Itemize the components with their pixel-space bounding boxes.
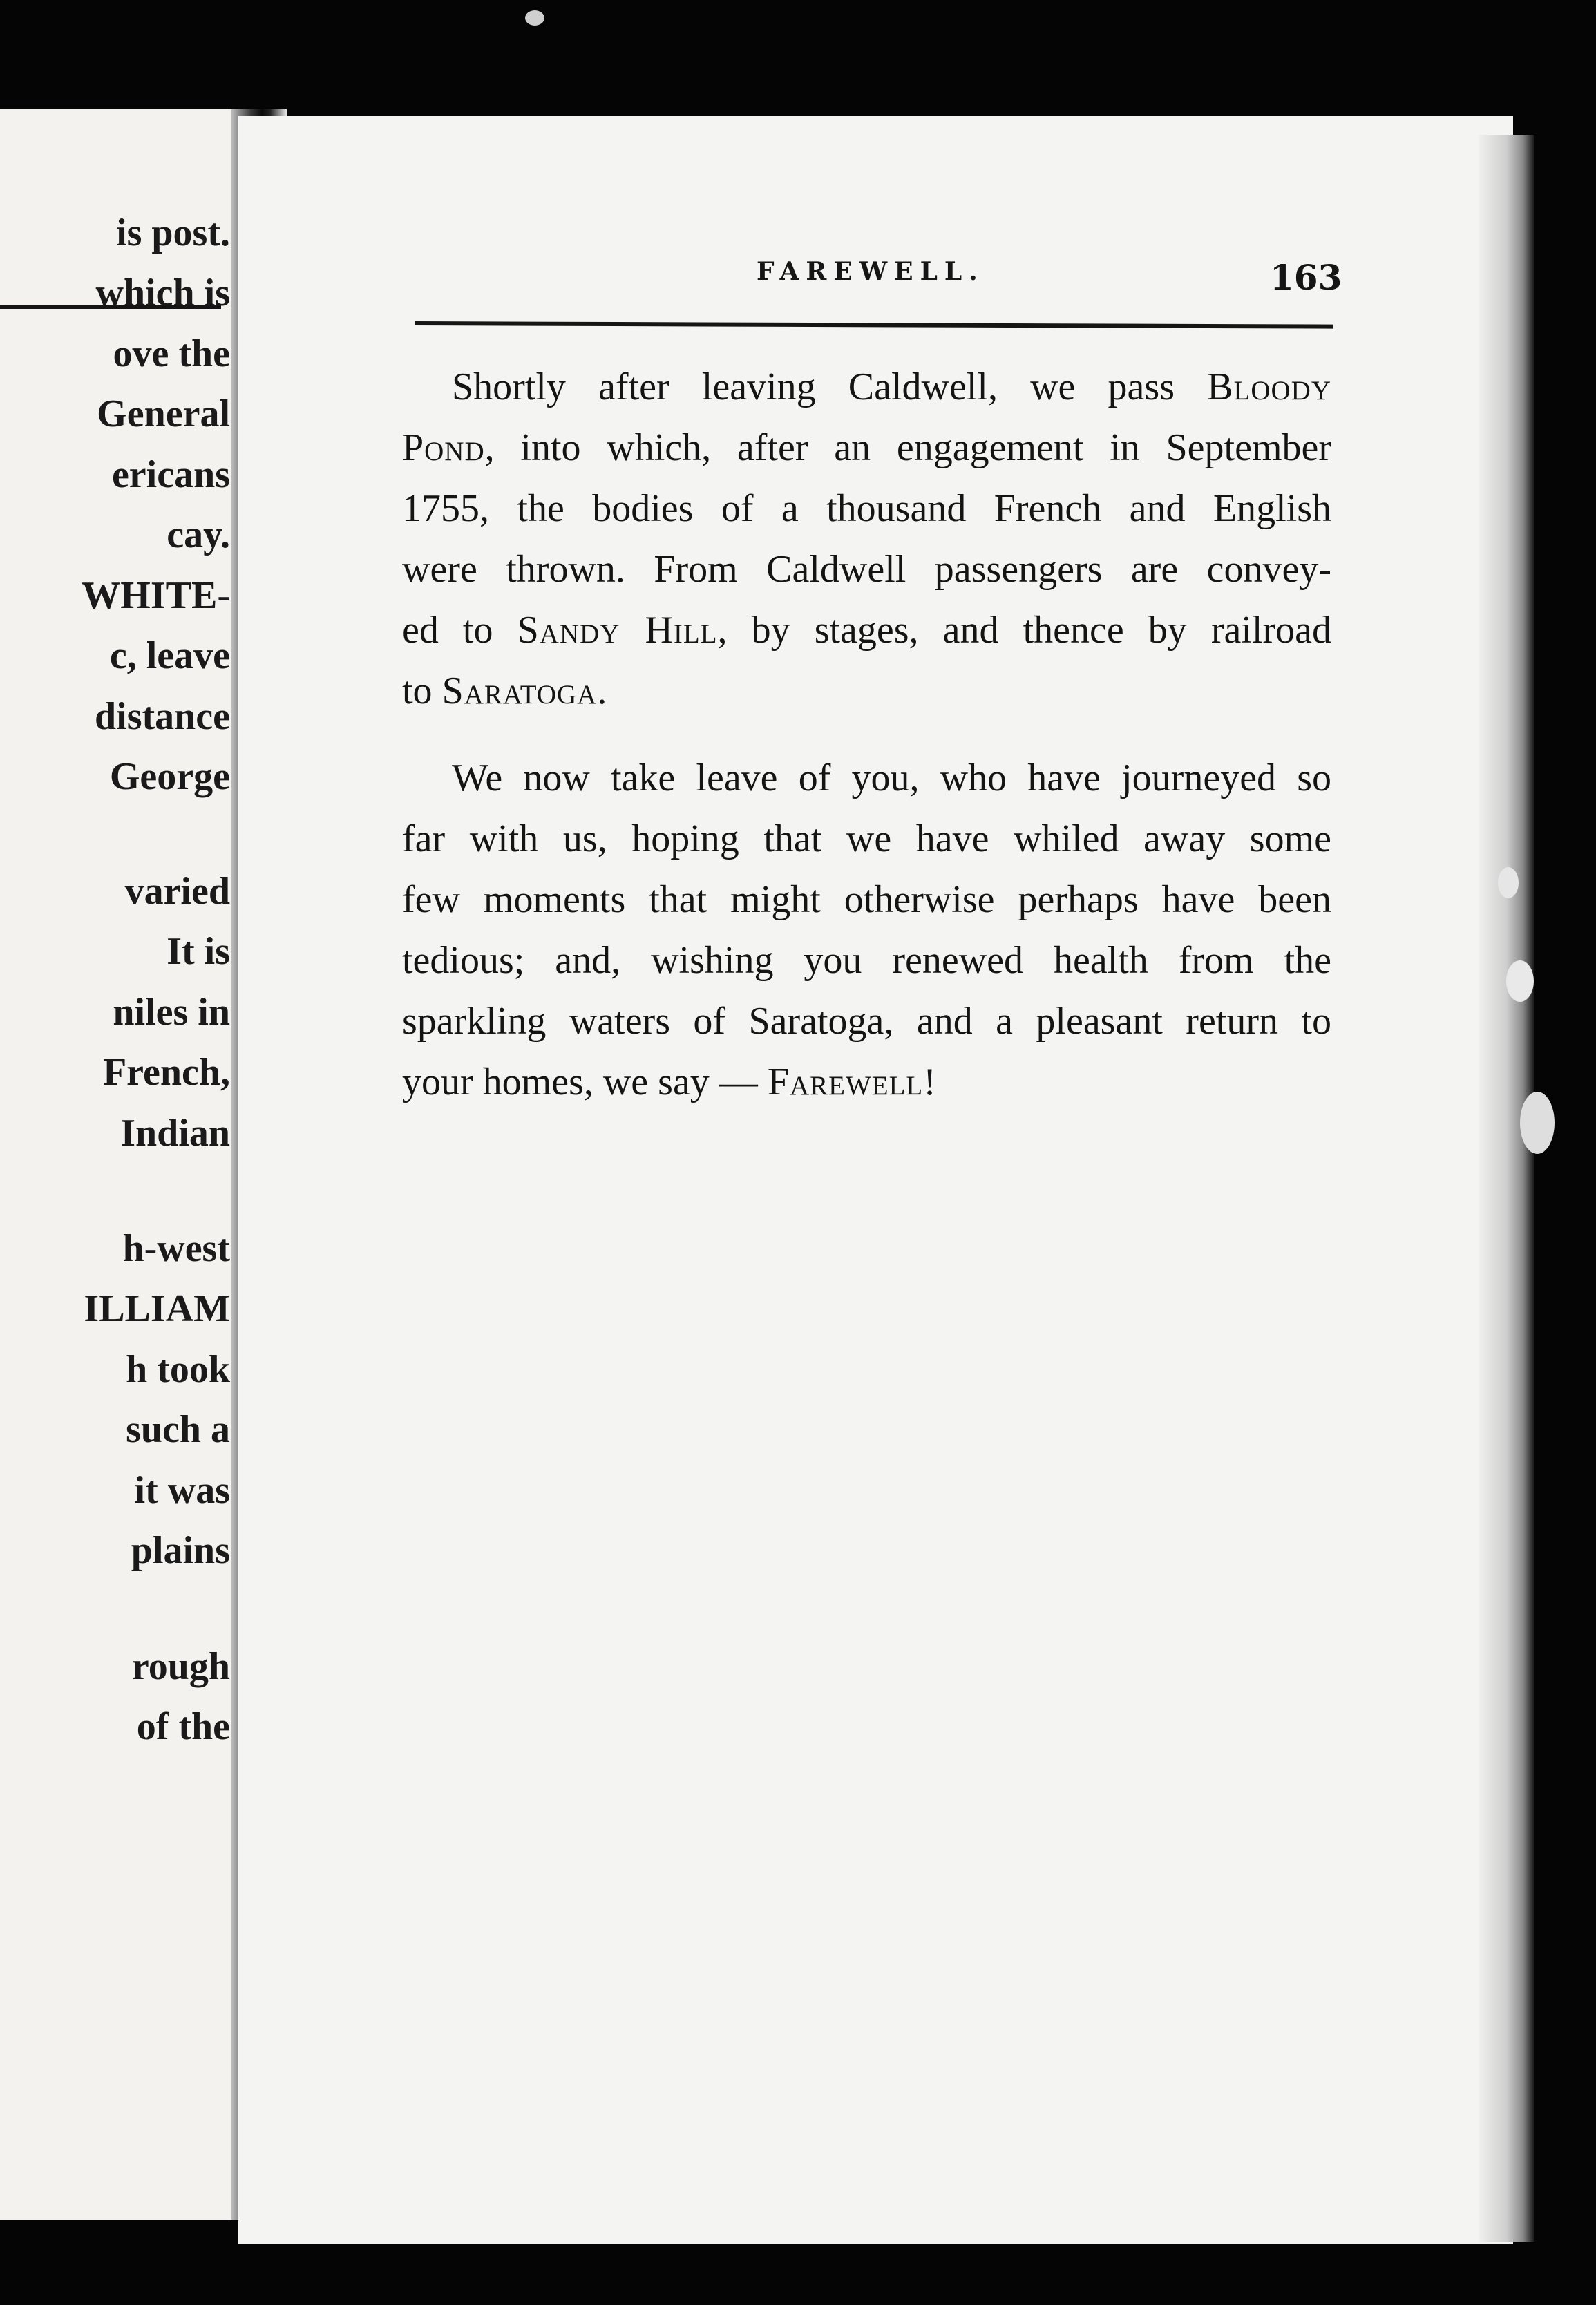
- left-page-line: French,: [102, 1051, 230, 1094]
- left-page-line: varied: [124, 870, 230, 913]
- left-page-line: It is: [167, 930, 230, 973]
- text-segment: , into which, after an engagement in September: [484, 426, 1331, 469]
- text-segment: were thrown. From Caldwell passengers are convey-: [402, 548, 1331, 591]
- paragraph-1: [402, 357, 1331, 721]
- left-page-line: h-west: [122, 1227, 230, 1270]
- left-page-line: cay.: [167, 513, 230, 556]
- small-caps-text: Bloody: [1207, 366, 1331, 408]
- page-damage-speck: [525, 10, 544, 26]
- left-page-line: niles in: [113, 991, 230, 1034]
- small-caps-text: Farewell: [767, 1061, 924, 1103]
- page-damage-speck: [1520, 1092, 1555, 1154]
- page-damage-speck: [1498, 867, 1519, 898]
- text-segment: 1755, the bodies of a thousand French and English: [402, 487, 1331, 530]
- running-head: FAREWELL.: [757, 257, 985, 286]
- left-page-fragment: [0, 109, 238, 2220]
- text-line: [402, 417, 1331, 478]
- left-page-line: which is: [95, 272, 230, 314]
- left-page-line: rough: [131, 1645, 230, 1688]
- text-line: [402, 600, 1331, 661]
- text-segment: sparkling waters of Saratoga, and a pleasant return to: [402, 1000, 1331, 1043]
- text-segment: far with us, hoping that we have whiled away some: [402, 817, 1331, 860]
- text-segment: tedious; and, wishing you renewed health from the: [402, 939, 1331, 982]
- left-page-line: General: [97, 392, 230, 435]
- text-line: [402, 748, 1331, 808]
- text-segment: to: [402, 670, 442, 712]
- text-segment: your homes, we say —: [402, 1061, 768, 1103]
- small-caps-text: Saratoga: [441, 670, 598, 712]
- small-caps-text: Pond: [402, 426, 485, 469]
- text-line: [402, 1052, 1331, 1112]
- left-page-line: ILLIAM: [84, 1287, 230, 1330]
- left-page-line: distance: [95, 695, 230, 738]
- left-page-line: of the: [136, 1705, 230, 1748]
- left-page-line: c, leave: [109, 634, 230, 677]
- left-page-line: George: [109, 755, 230, 798]
- text-line: [402, 661, 1331, 721]
- text-segment: , by stages, and thence by railroad: [717, 609, 1331, 652]
- left-page-line: WHITE-: [82, 574, 230, 617]
- left-page-line: ove the: [113, 332, 230, 375]
- left-page-line: such a: [126, 1408, 230, 1451]
- left-page-line: plains: [131, 1529, 230, 1572]
- text-line: [402, 357, 1331, 417]
- text-segment: Shortly after leaving Caldwell, we pass: [452, 366, 1208, 408]
- text-line: [402, 808, 1331, 869]
- text-segment: ed to: [402, 609, 517, 652]
- right-page-edge: [1479, 135, 1534, 2242]
- small-caps-text: Sandy Hill: [517, 609, 718, 652]
- text-line: [402, 991, 1331, 1052]
- text-line: [402, 539, 1331, 600]
- left-page-line: it was: [134, 1469, 230, 1512]
- left-page-line: h took: [126, 1348, 230, 1391]
- left-page-line: ericans: [111, 453, 230, 496]
- text-segment: We now take leave of you, who have journeyed so: [452, 757, 1331, 799]
- text-segment: !: [923, 1061, 936, 1103]
- left-page-line: is post.: [116, 211, 230, 254]
- text-line: [402, 869, 1331, 930]
- page-number: 163: [1270, 257, 1342, 298]
- text-segment: .: [597, 670, 607, 712]
- paragraph-2: [402, 748, 1331, 1112]
- text-line: [402, 478, 1331, 539]
- text-line: [402, 930, 1331, 991]
- text-segment: few moments that might otherwise perhaps have been: [402, 878, 1331, 921]
- page-damage-speck: [1506, 960, 1534, 1002]
- left-page-line: Indian: [120, 1112, 230, 1155]
